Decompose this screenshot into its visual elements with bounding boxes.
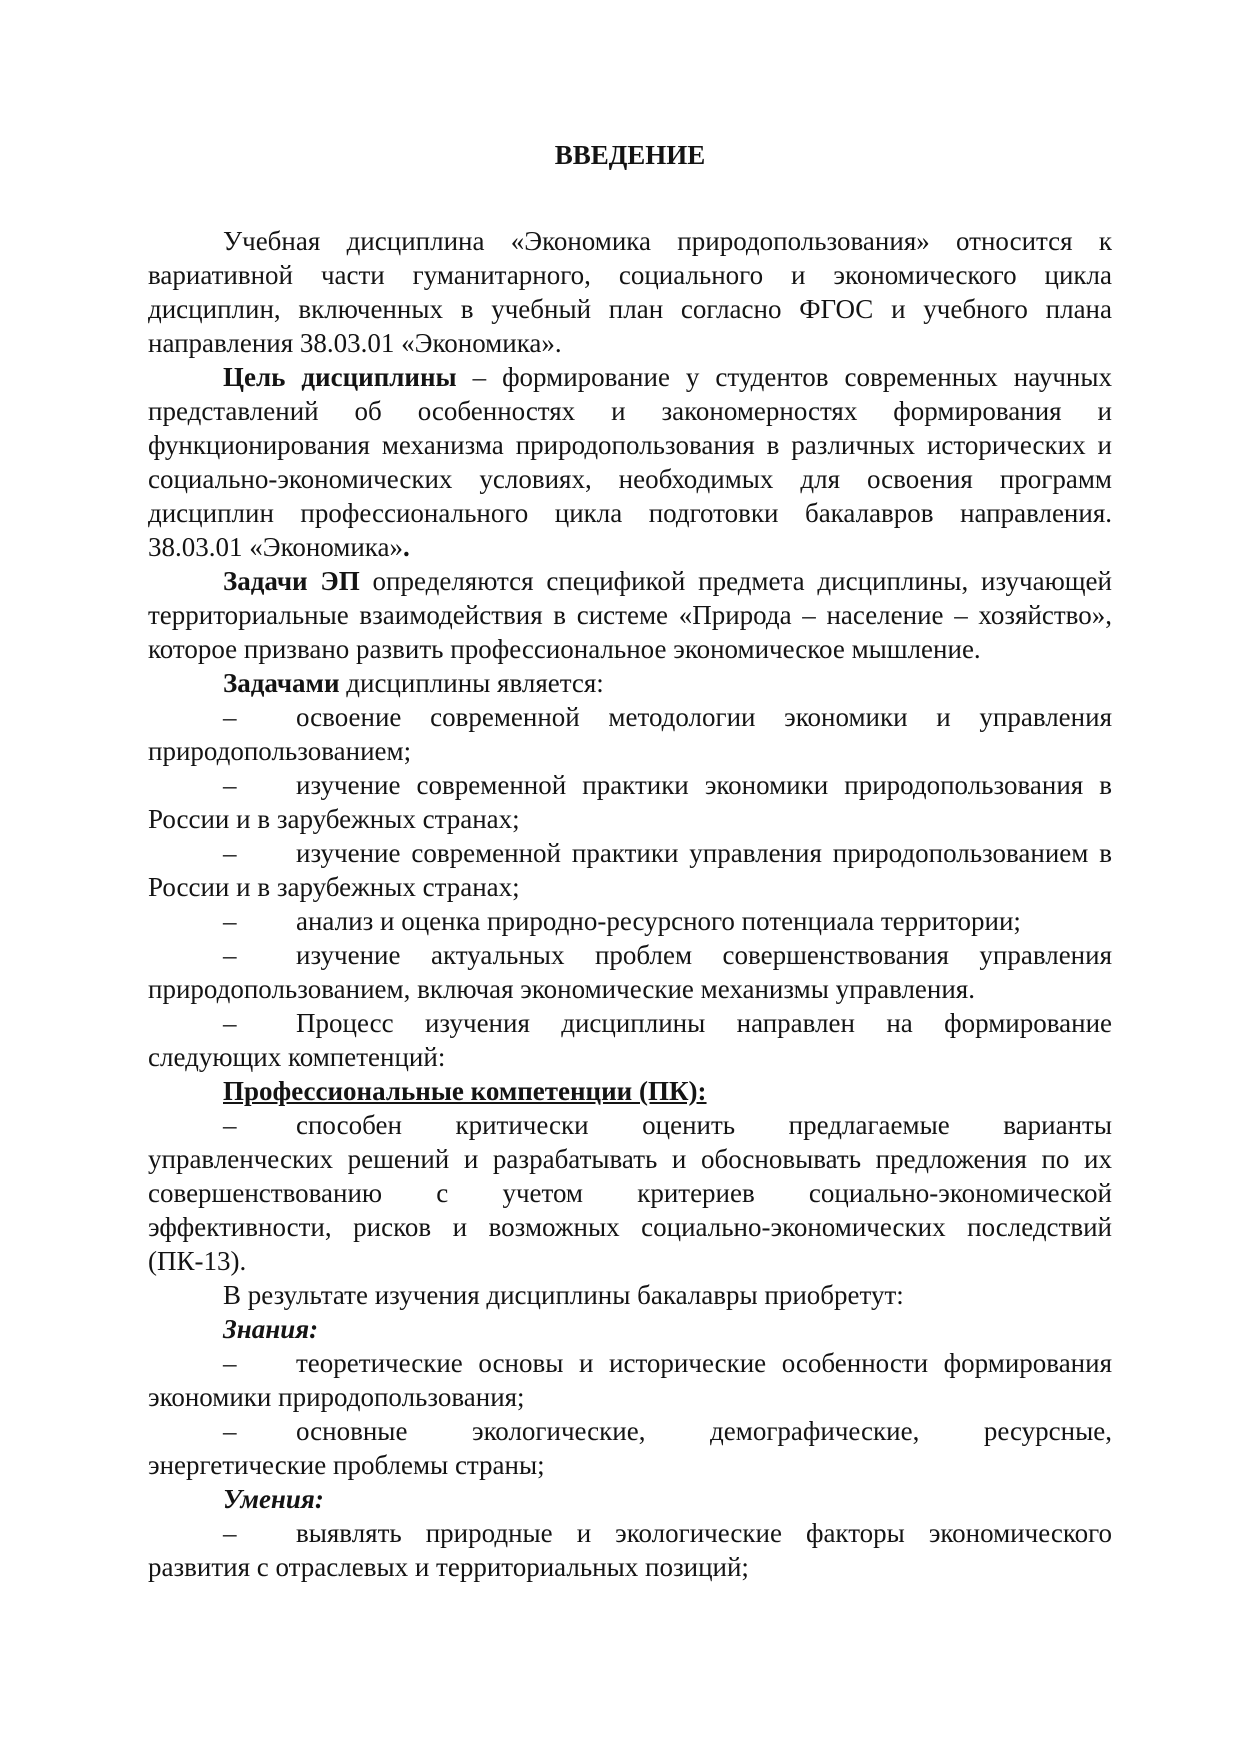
list-item [148,1414,1112,1482]
dash-marker: – [223,1416,237,1446]
dash-marker: – [223,702,237,732]
dash-marker: – [223,906,237,936]
intro-paragraph: Учебная дисциплина «Экономика природопользования» относится к вариативной части гуманитарного, социального и экономического цикла дисциплин, включенных в учебный план согласно ФГОС и учебного плана направления 38.03.01 «Экономика». [148,226,1112,358]
knowledge-heading-text: Знания: [223,1314,319,1344]
tasks-ep-paragraph [148,564,1112,666]
dash-marker: – [223,838,237,868]
goal-text: – формирование у студентов современных научных представлений об особенностях и закономерностях формирования и функционирования механизма природопользования в различных исторических и социально-экономических условиях, необходимых для освоения программ дисциплин профессионального цикла подготовки бакалавров направления. 38.03.01 «Экономика» [148,362,1113,562]
list-item [148,938,1112,1006]
dash-marker: – [223,1110,237,1140]
list-item [148,1516,1112,1584]
list-item [148,904,1112,938]
tasks-paragraph [148,666,1112,700]
skills-heading [148,1482,1112,1516]
skills-item-text: выявлять природные и экологические факторы экономического развития с отраслевых и территориальных позиций; [148,1518,1112,1582]
dash-marker: – [223,1518,237,1548]
tasks-label: Задачами [223,668,340,698]
tasks-text: дисциплины является: [339,668,604,698]
knowledge-item-text: теоретические основы и исторические особенности формирования экономики природопользования; [148,1348,1112,1412]
task-item-text: Процесс изучения дисциплины направлен на формирование следующих компетенций: [148,1008,1112,1072]
list-item [148,700,1112,768]
dash-marker: – [223,940,237,970]
goal-end: . [402,532,410,562]
list-item [148,1346,1112,1414]
list-item [148,836,1112,904]
knowledge-item-text: основные экологические, демографические, ресурсные, энергетические проблемы страны; [148,1416,1112,1480]
dash-marker: – [223,1348,237,1378]
pk-item-text: способен критически оценить предлагаемые варианты управленческих решений и разрабатывать и обосновывать предложения по их совершенствованию с учетом критериев социально-экономической эффективности, рисков и возможных социально-экономических последствий (ПК-13). [148,1110,1112,1276]
task-item-text: изучение современной практики экономики природопользования в России и в зарубежных странах; [148,770,1112,834]
task-item-text: изучение актуальных проблем совершенствования управления природопользованием, включая экономические механизмы управления. [148,940,1112,1004]
knowledge-heading [148,1312,1112,1346]
task-item-text: анализ и оценка природно-ресурсного потенциала территории; [296,906,1021,936]
dash-marker: – [223,770,237,800]
list-item [148,1108,1112,1278]
page-title: ВВЕДЕНИЕ [554,140,706,170]
list-item [148,1006,1112,1074]
goal-label: Цель дисциплины [223,362,457,392]
list-item [148,768,1112,836]
tasks-ep-label: Задачи ЭП [223,566,360,596]
pk-heading [148,1074,1112,1108]
result-paragraph: В результате изучения дисциплины бакалавры приобретут: [223,1280,904,1310]
tasks-ep-text: определяются спецификой предмета дисциплины, изучающей территориальные взаимодействия в системе «Природа – население – хозяйство», которое призвано развить профессиональное экономическое мышление. [148,566,1112,664]
task-item-text: освоение современной методологии экономики и управления природопользованием; [148,702,1112,766]
goal-paragraph [148,360,1112,564]
skills-heading-text: Умения: [223,1484,324,1514]
document-page [148,138,1112,1584]
dash-marker: – [223,1008,237,1038]
pk-heading-text: Профессиональные компетенции (ПК): [223,1076,707,1106]
task-item-text: изучение современной практики управления природопользованием в России и в зарубежных странах; [148,838,1112,902]
